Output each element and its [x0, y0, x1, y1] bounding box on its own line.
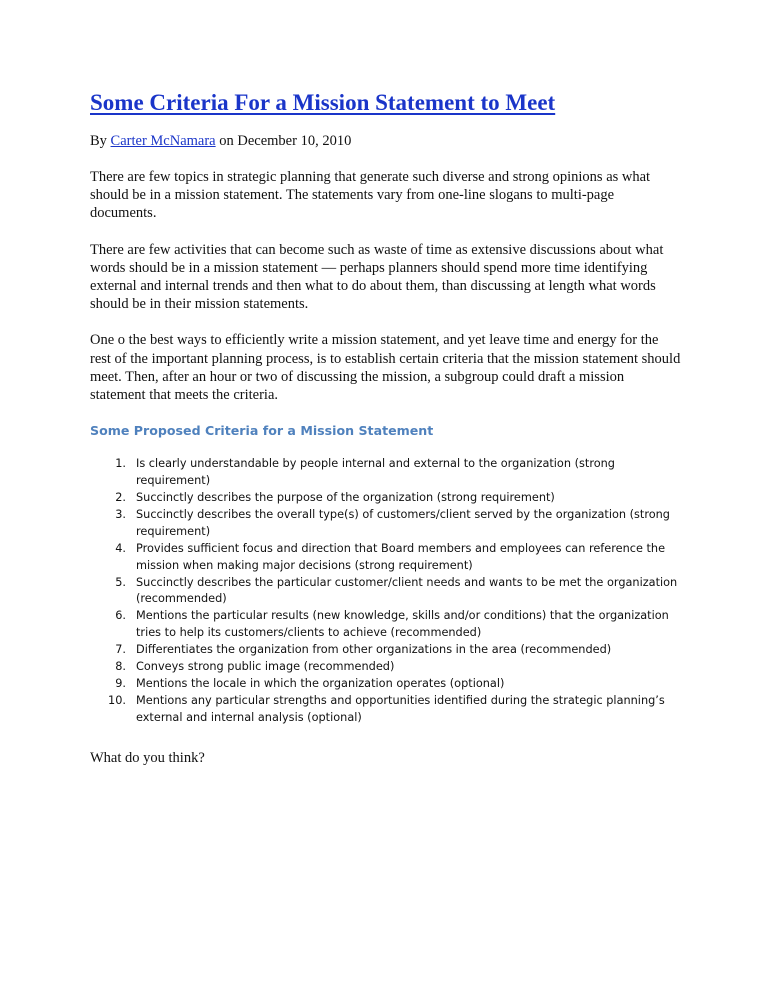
criteria-list: [90, 456, 682, 727]
document-page: [90, 86, 682, 767]
paragraph-criteria-approach: One o the best ways to efficiently write a mission statement, and yet leave time and energy for the rest of the important planning process, is to establish certain criteria that the mission statement should meet. Then, after an hour or two of discussing the mission, a subgroup could draft a mission statement that meets the criteria.: [90, 332, 681, 404]
list-item-text: Conveys strong public image (recommended): [136, 660, 395, 674]
list-item: [90, 541, 682, 575]
list-item-number: 5.: [115, 575, 126, 589]
list-item-number: 10.: [108, 693, 126, 707]
list-item-number: 8.: [115, 660, 126, 674]
article-title-link[interactable]: Some Criteria For a Mission Statement to Meet: [90, 90, 556, 115]
list-item-text: Succinctly describes the overall type(s) of customers/client served by the organization (strong requirement): [136, 507, 670, 538]
list-item-number: 2.: [115, 491, 126, 505]
paragraph-waste-of-time: There are few activities that can become such as waste of time as extensive discussions about what words should be in a mission statement — perhaps planners should spend more time identifying external and internal trends and then what to do about them, than discussing at length what words should be in their mission statements.: [90, 241, 664, 313]
list-item-number: 7.: [115, 643, 126, 657]
list-item: [90, 575, 682, 609]
list-item: [90, 456, 682, 490]
list-item: [90, 608, 682, 642]
byline: [90, 132, 682, 150]
list-item-number: 9.: [115, 677, 126, 691]
list-item-text: Succinctly describes the purpose of the organization (strong requirement): [136, 491, 555, 505]
list-item-text: Differentiates the organization from other organizations in the area (recommended): [136, 643, 612, 657]
list-item-number: 6.: [115, 609, 126, 623]
list-item-number: 1.: [115, 457, 126, 471]
list-item: [90, 676, 682, 693]
list-item: [90, 659, 682, 676]
list-item: [90, 693, 682, 727]
closing-question: What do you think?: [90, 749, 205, 766]
list-item-text: Is clearly understandable by people internal and external to the organization (strong requirement): [136, 457, 615, 488]
list-item-text: Mentions the locale in which the organization operates (optional): [136, 677, 505, 691]
list-item-text: Mentions the particular results (new knowledge, skills and/or conditions) that the organization tries to help its customers/clients to achieve (recommended): [136, 609, 669, 640]
list-item-text: Mentions any particular strengths and opportunities identified during the strategic planning’s external and internal analysis (optional): [136, 693, 665, 724]
list-item: [90, 642, 682, 659]
byline-date: on December 10, 2010: [215, 133, 352, 149]
byline-prefix: By: [90, 133, 111, 149]
list-item-text: Succinctly describes the particular customer/client needs and wants to be met the organization (recommended): [136, 575, 678, 606]
list-item: [90, 507, 682, 541]
paragraph-intro: There are few topics in strategic planning that generate such diverse and strong opinions as what should be in a mission statement. The statements vary from one-line slogans to multi-page documents.: [90, 169, 651, 222]
section-heading: Some Proposed Criteria for a Mission Statement: [90, 423, 434, 439]
list-item: [90, 490, 682, 507]
list-item-number: 3.: [115, 507, 126, 521]
list-item-number: 4.: [115, 541, 126, 555]
author-link[interactable]: Carter McNamara: [110, 133, 216, 149]
list-item-text: Provides sufficient focus and direction that Board members and employees can reference the mission when making major decisions (strong requirement): [136, 541, 666, 572]
